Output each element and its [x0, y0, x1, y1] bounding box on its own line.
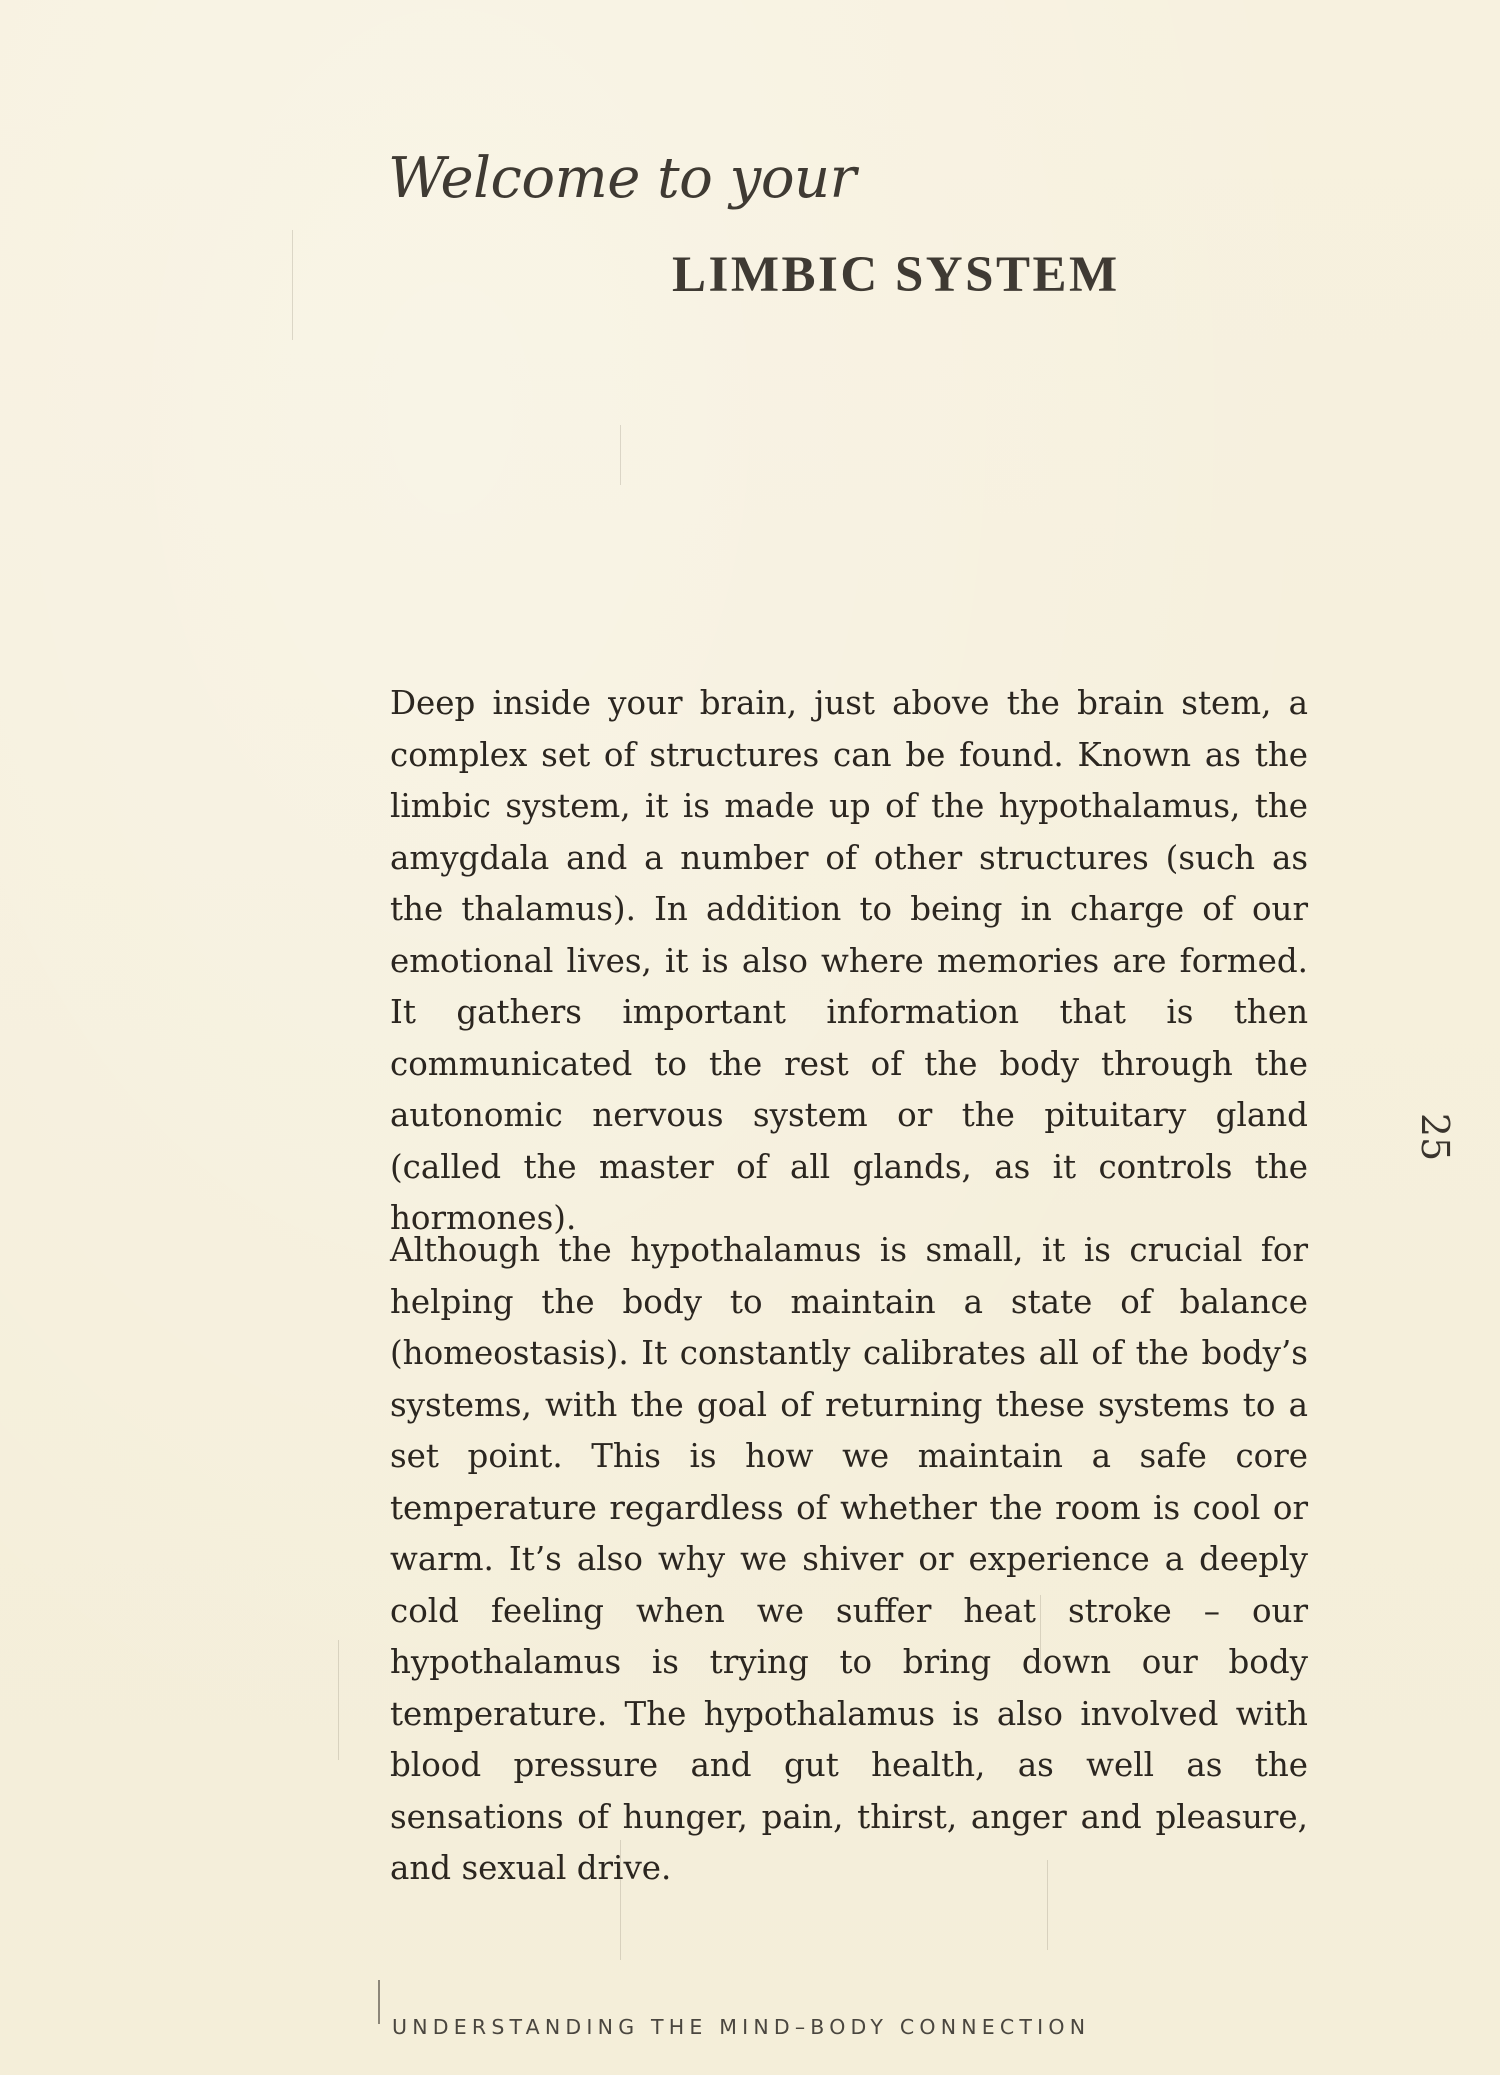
paper-scratch — [292, 230, 293, 340]
heading-limbic-system: LIMBIC SYSTEM — [672, 247, 1120, 303]
paper-scratch — [620, 425, 621, 485]
page-number: 25 — [1413, 1112, 1457, 1162]
running-footer: UNDERSTANDING THE MIND–BODY CONNECTION — [392, 2015, 1091, 2039]
footer-rule — [378, 1980, 380, 2024]
paper-scratch — [338, 1640, 339, 1760]
body-paragraph-1: Deep inside your brain, just above the brain stem, a complex set of structures can be found. Known as the limbic system, it is made up of the hypothalamus, the amygdala and a number of other structures (such as the thalamus). In addition to being in charge of our emotional lives, it is also where memories are formed. It gathers important information that is then communicated to the rest of the body through the autonomic nervous system or the pituitary gland (called the master of all glands, as it controls the hormones). — [390, 684, 1308, 1237]
body-paragraph-2: Although the hypothalamus is small, it is crucial for helping the body to maintain a state of balance (homeostasis). It constantly calibrates all of the body’s systems, with the goal of returning these systems to a set point. This is how we maintain a safe core temperature regardless of whether the room is cool or warm. It’s also why we shiver or experience a deeply cold feeling when we suffer heat stroke – our hypothalamus is trying to bring down our body temperature. The hypothalamus is also involved with blood pressure and gut health, as well as the sensations of hunger, pain, thirst, anger and pleasure, and sexual drive. — [390, 1231, 1308, 1887]
heading-welcome: Welcome to your — [388, 146, 856, 211]
